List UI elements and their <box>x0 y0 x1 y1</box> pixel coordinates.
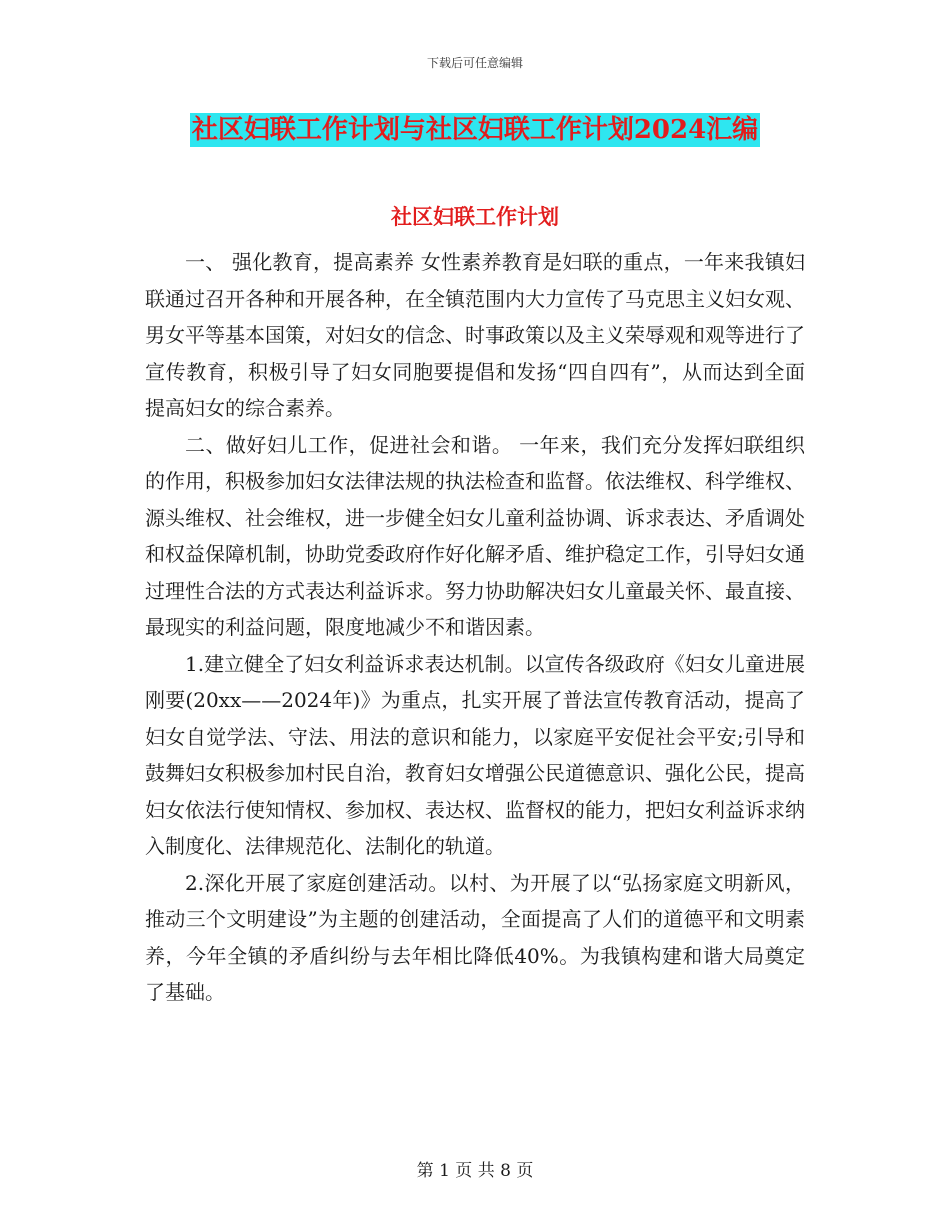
page-number: 第 1 页 共 8 页 <box>416 1161 534 1181</box>
page-header-note: 下载后可任意编辑 <box>426 56 523 70</box>
paragraph: 2.深化开展了家庭创建活动。以村、为开展了以“弘扬家庭文明新风，推动三个文明建设”为主题的创建活动，全面提高了人们的道德平和文明素养，今年全镇的矛盾纠纷与去年相比降低40%。为我镇构建和谐大局奠定了基础。 <box>145 870 805 1004</box>
section-title: 社区妇联工作计划 <box>391 204 559 229</box>
paragraph: 1.建立健全了妇女利益诉求表达机制。以宣传各级政府《妇女儿童进展刚要(20xx——2024年)》为重点，扎实开展了普法宣传教育活动，提高了妇女自觉学法、守法、用法的意识和能力，以家庭平安促社会平安;引导和鼓舞妇女积极参加村民自治，教育妇女增强公民道德意识、强化公民，提高妇女依法行使知情权、参加权、表达权、监督权的能力，把妇女利益诉求纳入制度化、法律规范化、法制化的轨道。 <box>145 651 805 858</box>
document-body <box>145 244 805 1011</box>
paragraph: 一、 强化教育，提高素养 女性素养教育是妇联的重点，一年来我镇妇联通过召开各种和开展各种，在全镇范围内大力宣传了马克思主义妇女观、男女平等基本国策，对妇女的信念、时事政策以及主义荣辱观和观等进行了宣传教育，积极引导了妇女同胞要提倡和发扬“四自四有”，从而达到全面提高妇女的综合素养。 <box>145 250 805 420</box>
document-title <box>0 113 950 147</box>
paragraph: 二、做好妇儿工作，促进社会和谐。 一年来，我们充分发挥妇联组织的作用，积极参加妇女法律法规的执法检查和监督。依法维权、科学维权、源头维权、社会维权，进一步健全妇女儿童利益协调、诉求表达、矛盾调处和权益保障机制，协助党委政府作好化解矛盾、维护稳定工作，引导妇女通过理性合法的方式表达利益诉求。努力协助解决妇女儿童最关怀、最直接、最现实的利益问题，限度地减少不和谐因素。 <box>145 432 805 639</box>
document-title-text: 社区妇联工作计划与社区妇联工作计划2024汇编 <box>191 115 759 145</box>
